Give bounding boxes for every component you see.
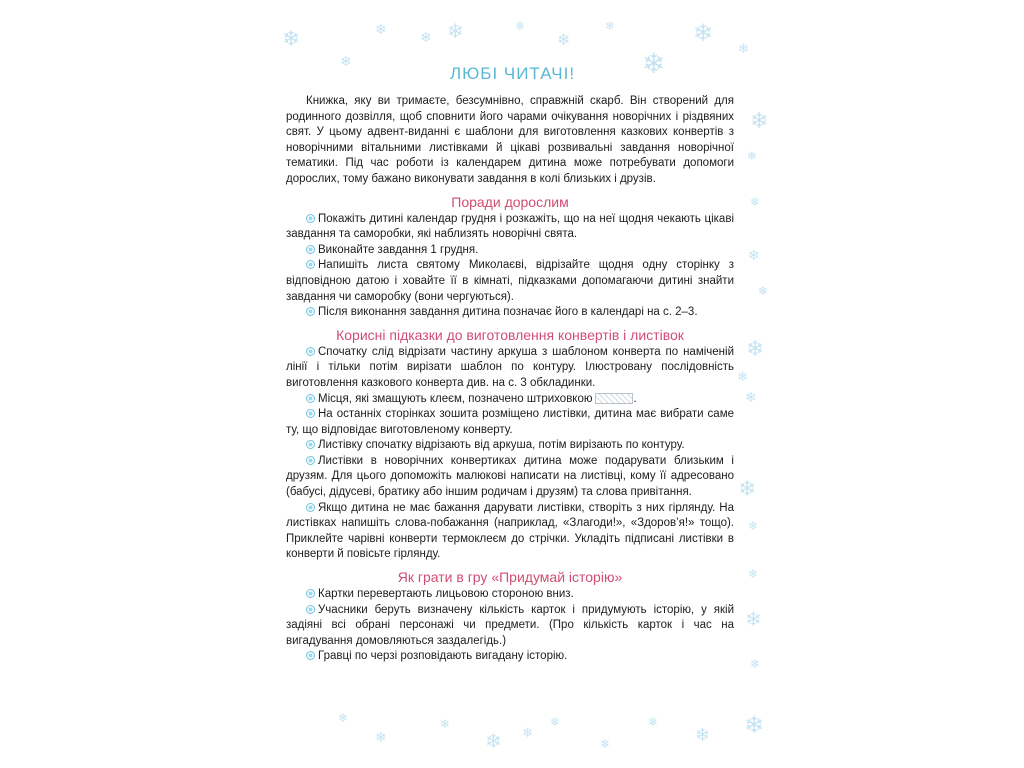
list-item: Картки перевертають лицьовою стороною вниз. <box>286 587 734 603</box>
circle-bullet-icon <box>306 260 315 269</box>
snowflake-icon: ❄ <box>282 26 301 51</box>
content <box>286 94 734 665</box>
snowflake-icon: ❄ <box>758 284 769 298</box>
list-item: Виконайте завдання 1 грудня. <box>286 243 734 259</box>
snowflake-icon: ❄ <box>750 108 769 133</box>
list-item: Якщо дитина не має бажання дарувати листівки, створіть з них гірлянду. На листівках напишіть слова-побажання (наприклад, «Злагоди!», «Здоров’я!» тощо). Приклейте чарівні конверти термоклеєм до стрічки. Укладіть підписані листівки в конверти й повісьте гірлянду. <box>286 501 734 561</box>
list-item: На останніх сторінках зошита розміщено листівки, дитина має вибрати саме ту, що відповідає виготовленому конверту. <box>286 408 734 436</box>
circle-bullet-icon <box>306 456 315 465</box>
snowflake-icon: ❄ <box>747 149 758 163</box>
circle-bullet-icon <box>306 245 315 254</box>
page-title: ЛЮБІ ЧИТАЧІ! <box>449 64 576 83</box>
list-item: Спочатку слід відрізати частину аркуша з шаблоном конверта по наміченій лінії і тільки потім вирізати шаблон по контуру. Ілюстровану послідовність виготовлення казкового конверта див. на с. 3 обкладинки. <box>286 345 734 389</box>
snowflake-icon: ❄ <box>748 567 759 581</box>
circle-bullet-icon <box>306 651 315 660</box>
section-heading-advice: Поради дорослим <box>451 193 569 210</box>
circle-bullet-icon <box>306 347 315 356</box>
snowflake-icon: ❄ <box>695 725 711 745</box>
snowflake-icon: ❄ <box>746 336 765 361</box>
snowflake-icon: ❄ <box>745 389 757 405</box>
snowflake-icon: ❄ <box>600 737 611 751</box>
list-item: Листівки в новорічних конвертиках дитина може подарувати близьким і друзям. Для цього допоможіть малюкові написати на листівці, кому її адресовано (бабусі, дідусеві, братику або іншим родичам і друзям) та слова привітання. <box>286 454 734 499</box>
snowflake-icon: ❄ <box>340 53 352 69</box>
circle-bullet-icon <box>306 214 315 223</box>
list-item: Напишіть листа святому Миколаєві, відрізайте щодня одну сторінку з відповідною датою і ховайте її в кімнаті, підказками допомагаючи дитині знайти завдання чи саморобку (вони чергуються). <box>286 259 734 303</box>
list-item: Гравці по черзі розповідають вигадану історію. <box>286 649 734 665</box>
snowflake-icon: ❄ <box>737 369 748 384</box>
list-item: Листівку спочатку відрізають від аркуша, потім вирізають по контуру. <box>286 438 734 454</box>
list-item: Покажіть дитині календар грудня і розкажіть, що на неї щодня чекають цікаві завдання та саморобки, які наблизять новорічні свята. <box>286 212 734 241</box>
snowflake-icon: ❄ <box>440 717 451 731</box>
snowflake-icon: ❄ <box>375 21 387 37</box>
list-item: Учасники беруть визначену кількість карток і придумують історію, у якій задіяні всі обрані персонажі чи предмети. (Про кількість карток і час на вигадування домовляються заздалегідь.) <box>286 603 734 647</box>
snowflake-icon: ❄ <box>485 731 502 753</box>
intro-paragraph: Книжка, яку ви тримаєте, безсумнівно, справжній скарб. Він створений для родинного дозвілля, щоб сповнити його чарами очікування новорічних і різдвяних свят. У цьому адвент-виданні є шаблони для виготовлення казкових конвертів з новорічними вітальними листівками й цікаві розвивальні завдання новорічної тематики. Під час роботи із календарем дитина може потребувати допомоги дорослих, тому бажано виконувати завдання в колі близьких і друзів. <box>286 95 734 185</box>
snowflake-icon: ❄ <box>522 725 533 740</box>
snowflake-icon: ❄ <box>338 711 349 725</box>
circle-bullet-icon <box>306 409 315 418</box>
snowflake-icon: ❄ <box>375 729 387 745</box>
hatching-sample <box>595 393 633 404</box>
snowflake-icon: ❄ <box>420 29 432 45</box>
circle-bullet-icon <box>306 503 315 512</box>
snowflake-icon: ❄ <box>550 715 561 729</box>
snowflake-icon: ❄ <box>447 21 464 43</box>
section-heading-tips: Корисні підказки до виготовлення конвертів і листівок <box>336 326 684 343</box>
snowflake-icon: ❄ <box>744 712 765 739</box>
snowflake-icon: ❄ <box>738 476 757 501</box>
list-item: Після виконання завдання дитина позначає його в календарі на с. 2–3. <box>286 305 734 321</box>
snowflake-icon: ❄ <box>642 48 666 79</box>
circle-bullet-icon <box>306 589 315 598</box>
snowflake-icon: ❄ <box>748 247 760 263</box>
snowflake-icon: ❄ <box>750 657 761 671</box>
list-item: Місця, які змащують клеєм, позначено штриховкою . <box>286 392 734 408</box>
circle-bullet-icon <box>306 440 315 449</box>
snowflake-icon: ❄ <box>738 41 749 56</box>
snowflake-icon: ❄ <box>693 20 714 47</box>
snowflake-icon: ❄ <box>745 609 762 631</box>
circle-bullet-icon <box>306 394 315 403</box>
snowflake-icon: ❄ <box>750 195 761 209</box>
snowflake-icon: ❄ <box>605 19 616 33</box>
circle-bullet-icon <box>306 307 315 316</box>
snowflake-icon: ❄ <box>748 519 759 533</box>
section-heading-game: Як грати в гру «Придумай історію» <box>397 569 623 586</box>
snowflake-icon: ❄ <box>515 19 526 33</box>
snowflake-icon: ❄ <box>557 32 571 49</box>
snowflake-icon: ❄ <box>648 715 659 729</box>
circle-bullet-icon <box>306 605 315 614</box>
